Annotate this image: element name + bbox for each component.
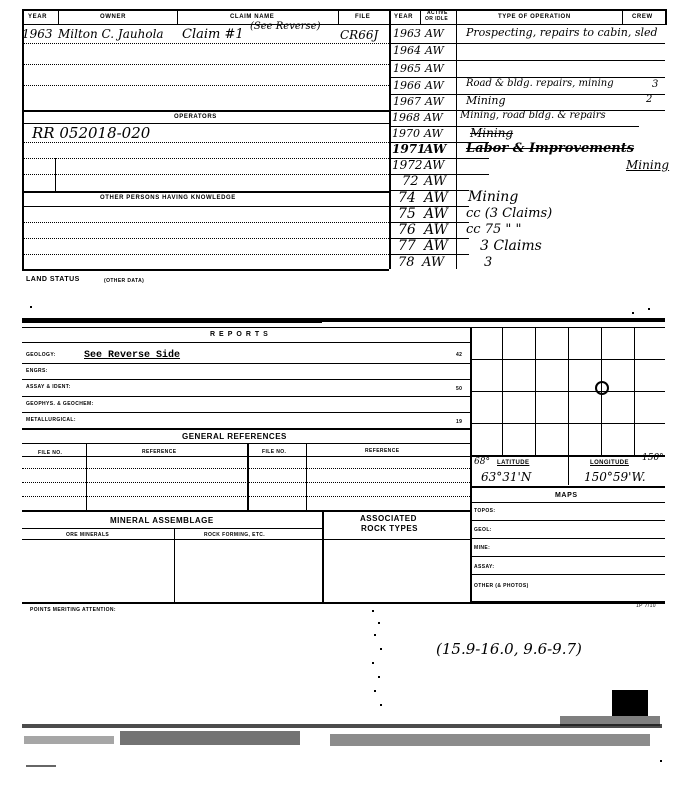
operation-year: 1971 xyxy=(392,142,426,156)
operation-year: 1970 xyxy=(392,127,420,140)
ref-col-reference-1: REFERENCE xyxy=(142,449,177,455)
maps-assay: ASSAY: xyxy=(474,564,495,570)
file-number: CR66J xyxy=(340,28,379,42)
operation-status: AW xyxy=(422,255,445,270)
operation-year: 1967 xyxy=(393,95,421,108)
operation-status: AW xyxy=(425,44,444,57)
report-label: METALLURGICAL: xyxy=(26,417,76,423)
operation-status: AW xyxy=(424,206,448,222)
latitude-label: LATITUDE xyxy=(497,460,530,466)
longitude-value: 150°59'W. xyxy=(584,470,646,484)
operation-crew: 2 xyxy=(646,94,653,105)
operation-type: Mining xyxy=(468,189,519,205)
mineral-assemblage-title: MINERAL ASSEMBLAGE xyxy=(110,516,214,525)
operation-type: Road & bldg. repairs, mining xyxy=(466,78,614,89)
operation-status: AW xyxy=(424,142,447,156)
operation-type: Labor & Improvements xyxy=(466,141,635,156)
col-claim-name: CLAIM NAME xyxy=(230,14,275,20)
operators-entry: RR 052018-020 xyxy=(32,124,151,142)
col-or-idle: OR IDLE xyxy=(425,16,449,22)
operation-year: 1972 xyxy=(392,158,423,172)
operation-type: cc (3 Claims) xyxy=(466,206,553,221)
form-number: 1P 7/10 xyxy=(636,603,656,609)
latitude-value: 63°31'N xyxy=(481,470,532,484)
operation-type: cc 75 " " xyxy=(466,222,522,237)
coordinates-note: (15.9-16.0, 9.6-9.7) xyxy=(436,640,582,658)
longitude-label: LONGITUDE xyxy=(590,460,629,466)
report-label: GEOPHYS. & GEOCHEM: xyxy=(26,401,94,407)
operation-type: Mining xyxy=(466,94,506,107)
points-title: POINTS MERITING ATTENTION: xyxy=(30,607,116,613)
operation-status: AW xyxy=(425,79,444,92)
operation-year: 1965 xyxy=(393,62,421,75)
associated-rock-types-line1: ASSOCIATED xyxy=(360,514,417,523)
report-page: 50 xyxy=(456,386,463,392)
maps-other: OTHER (& PHOTOS) xyxy=(474,583,529,589)
operation-type: Prospecting, repairs to cabin, sled xyxy=(466,26,658,39)
col-type-of-operation: TYPE OF OPERATION xyxy=(498,14,571,20)
mineral-col-rock: ROCK FORMING, ETC. xyxy=(204,532,266,538)
operation-year: 1964 xyxy=(393,44,421,57)
claim-note: (See Reverse) xyxy=(250,21,321,32)
operation-status: AW xyxy=(424,111,443,124)
report-label: GEOLOGY: xyxy=(26,352,56,358)
report-label: ASSAY & IDENT: xyxy=(26,384,71,390)
operation-type: 3 xyxy=(484,255,493,270)
operation-type: 3 Claims xyxy=(480,238,542,254)
report-page: 42 xyxy=(456,352,463,358)
operation-status: AW xyxy=(424,158,445,172)
report-label: ENGRS: xyxy=(26,368,48,374)
associated-rock-types-line2: ROCK TYPES xyxy=(361,524,419,533)
col-year: YEAR xyxy=(28,14,48,20)
owner-name: Milton C. Jauhola xyxy=(58,27,164,41)
other-persons-title: OTHER PERSONS HAVING KNOWLEDGE xyxy=(100,195,236,201)
operation-status: AW xyxy=(424,222,448,238)
col-file: FILE xyxy=(355,14,371,20)
operation-year: 78 xyxy=(398,255,415,270)
report-page: 19 xyxy=(456,419,463,425)
land-status-title: LAND STATUS xyxy=(26,276,80,283)
col-active: ACTIVE xyxy=(427,10,448,16)
operation-status: AW xyxy=(424,174,447,189)
maps-mine: MINE: xyxy=(474,545,491,551)
col-year-2: YEAR xyxy=(394,14,414,20)
operation-type: Mining, road bldg. & repairs xyxy=(460,110,606,121)
col-owner: OWNER xyxy=(100,14,126,20)
report-value: See Reverse Side xyxy=(84,350,181,361)
operation-crew: Mining xyxy=(626,158,670,172)
mineral-col-ore: ORE MINERALS xyxy=(66,532,110,538)
operation-year: 74 xyxy=(398,190,416,206)
operation-status: AW xyxy=(425,27,444,40)
claim-name: Claim #1 xyxy=(182,27,244,42)
longitude-degree-mark: 150° xyxy=(642,453,664,463)
operation-status: AW xyxy=(425,62,444,75)
operation-status: AW xyxy=(424,127,443,140)
operation-year: 75 xyxy=(398,206,416,222)
col-crew: CREW xyxy=(632,14,653,20)
operators-title: OPERATORS xyxy=(174,114,217,120)
reports-title: REPORTS xyxy=(210,331,272,338)
maps-geol: GEOL: xyxy=(474,527,492,533)
ref-col-file-no-1: FILE NO. xyxy=(38,450,63,456)
operation-type: Mining xyxy=(470,126,514,140)
location-marker-icon xyxy=(595,381,609,395)
operation-year: 1963 xyxy=(393,27,421,40)
operation-year: 76 xyxy=(398,222,416,238)
owner-year: 1963 xyxy=(22,27,53,41)
maps-topos: TOPOS: xyxy=(474,508,496,514)
ref-col-reference-2: REFERENCE xyxy=(365,448,400,454)
operation-year: 1968 xyxy=(392,111,420,124)
operation-status: AW xyxy=(424,238,448,254)
operation-year: 1966 xyxy=(393,79,421,92)
maps-title: MAPS xyxy=(555,492,578,499)
land-status-subtitle: (OTHER DATA) xyxy=(104,278,145,284)
operation-year: 72 xyxy=(402,174,419,189)
operation-status: AW xyxy=(424,190,448,206)
latitude-degree-mark: 68° xyxy=(474,457,490,467)
operation-year: 77 xyxy=(398,238,416,254)
operation-crew: 3 xyxy=(652,79,659,90)
ref-col-file-no-2: FILE NO. xyxy=(262,449,287,455)
operation-status: AW xyxy=(425,95,444,108)
general-references-title: GENERAL REFERENCES xyxy=(182,432,287,441)
